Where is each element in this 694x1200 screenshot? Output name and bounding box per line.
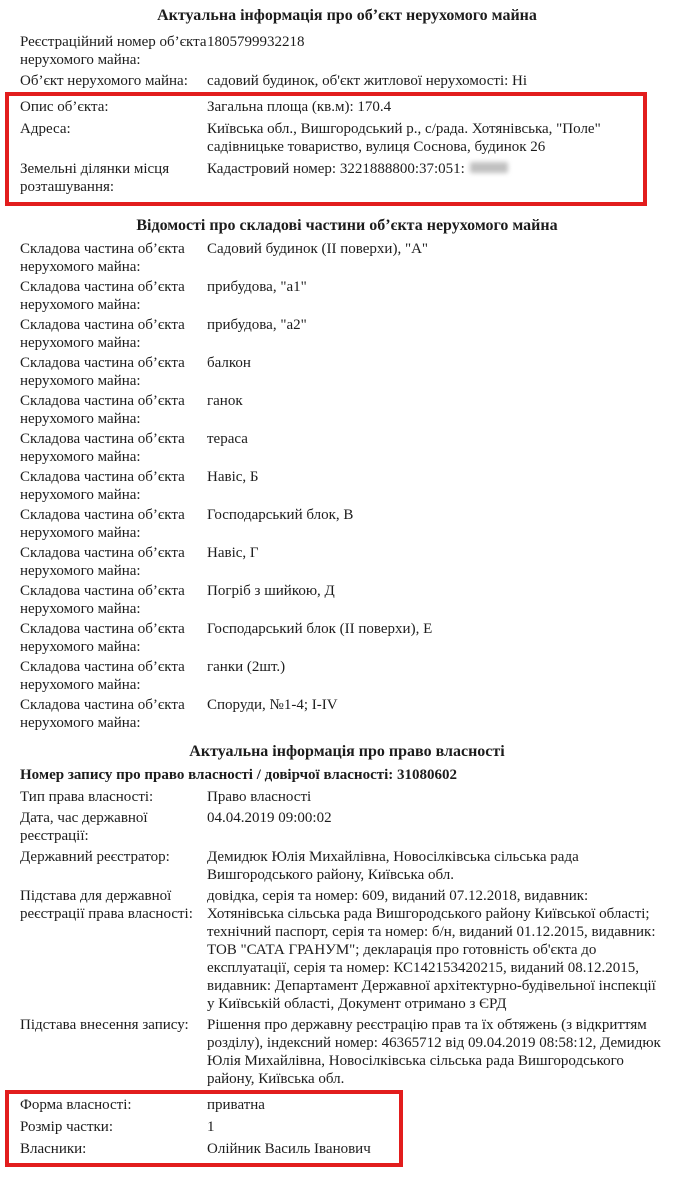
field-value: довідка, серія та номер: 609, виданий 07.12.2018, видавник: Хотянівська сільська рада Вишгородського району Київської області; технічний паспорт, серія та номер: б/н, виданий 01.12.2015, видавник: ТОВ "САТА ГРАНУМ"; декларація про готовність об'єкта до експлуатації, серія та номер: КС142153420215, виданий 08.12.2015, видавник: Департамент Державної архітектурно-будівельної інспекції у Київській області, Документ отримано з ЄРД [207,888,656,1012]
field-label: Тип права власності: [20,789,154,805]
field-value: 1 [207,1119,215,1135]
field-label: Реєстраційний номер об’єкта нерухомого майна: [20,34,207,68]
field-label: Розмір частки: [20,1119,113,1135]
component-row [0,278,694,314]
field-label: Опис об’єкта: [20,99,109,115]
field-label: Складова частина об’єкта нерухомого майна: [20,545,185,579]
record-number-heading: Номер запису про право власності / довірчої власності: 31080602 [20,767,458,783]
field-label: Форма власності: [20,1097,132,1113]
field-row [0,72,694,90]
component-row [0,620,694,656]
field-label: Складова частина об’єкта нерухомого майна: [20,279,185,313]
field-row [0,848,694,884]
field-label: Дата, час державної реєстрації: [20,810,148,844]
section-title-ownership: Актуальна інформація про право власності [189,743,505,760]
component-row [0,506,694,542]
component-row [0,354,694,390]
field-label: Складова частина об’єкта нерухомого майна: [20,393,185,427]
field-value: Демидюк Юлія Михайлівна, Новосілківська сільська рада Вишгородського району, Київська обл. [207,849,579,883]
component-row [0,468,694,504]
field-value: 04.04.2019 09:00:02 [207,810,332,826]
field-value: Господарський блок (II поверхи), Е [207,621,433,637]
field-value: Навіс, Г [207,545,259,561]
field-row [0,33,694,69]
field-value: тераса [207,431,248,447]
section-title-object: Актуальна інформація про об’єкт нерухомого майна [157,7,537,24]
field-row [9,1140,399,1158]
cadastral-number-text: Кадастровий номер: 3221888800:37:051: [207,161,465,177]
component-row [0,240,694,276]
field-label: Складова частина об’єкта нерухомого майна: [20,697,185,731]
field-value: Олійник Василь Іванович [207,1141,371,1157]
component-row [0,696,694,732]
field-label: Державний реєстратор: [20,849,170,865]
field-label: Складова частина об’єкта нерухомого майна: [20,659,185,693]
field-value: Київська обл., Вишгородський р., с/рада. Хотянівська, "Поле" садівницьке товариство, вулиця Соснова, будинок 26 [207,121,601,155]
field-label: Підстава внесення запису: [20,1017,189,1033]
highlight-box-object-details [5,92,647,206]
field-row [0,1016,694,1088]
field-value: Споруди, №1-4; I-IV [207,697,338,713]
field-label: Власники: [20,1141,87,1157]
field-label: Складова частина об’єкта нерухомого майна: [20,317,185,351]
field-value: ганки (2шт.) [207,659,286,675]
field-value: Право власності [207,789,312,805]
field-label: Складова частина об’єкта нерухомого майна: [20,355,185,389]
field-label: Складова частина об’єкта нерухомого майна: [20,507,185,541]
highlight-box-ownership [5,1090,403,1167]
field-row [0,809,694,845]
redacted-value-blur [470,162,508,173]
field-row [0,887,694,1013]
field-value: 1805799932218 [207,34,305,50]
field-label: Складова частина об’єкта нерухомого майна: [20,431,185,465]
field-label: Об’єкт нерухомого майна: [20,73,188,89]
field-row [9,120,643,156]
field-value: Садовий будинок (II поверхи), "А" [207,241,429,257]
field-label: Складова частина об’єкта нерухомого майна: [20,241,185,275]
field-value: Рішення про державну реєстрацію прав та їх обтяжень (з відкриттям розділу), індексний номер: 46365712 від 09.04.2019 08:58:12, Демидюк Юлія Михайлівна, Новосілківська сільська рада Вишгородського району, Київська обл. [207,1017,661,1087]
field-row [9,1096,399,1114]
field-label: Адреса: [20,121,71,137]
field-label: Підстава для державної реєстрації права власності: [20,888,193,922]
component-row [0,582,694,618]
component-row [0,544,694,580]
field-value [207,160,643,196]
field-row [0,788,694,806]
field-value: Господарський блок, В [207,507,354,523]
section-title-components: Відомості про складові частини об’єкта нерухомого майна [136,217,558,234]
field-value: балкон [207,355,251,371]
field-value: садовий будинок, об'єкт житлової нерухомості: Ні [207,73,528,89]
field-value: прибудова, "а2" [207,317,307,333]
field-label: Складова частина об’єкта нерухомого майна: [20,469,185,503]
field-value: Погріб з шийкою, Д [207,583,335,599]
component-row [0,430,694,466]
field-value: ганок [207,393,243,409]
field-row [9,160,643,196]
field-row [9,1118,399,1136]
field-value: Навіс, Б [207,469,259,485]
field-label: Земельні ділянки місця розташування: [20,161,170,195]
field-label: Складова частина об’єкта нерухомого майна: [20,583,185,617]
field-value: прибудова, "а1" [207,279,307,295]
field-label: Складова частина об’єкта нерухомого майна: [20,621,185,655]
component-row [0,316,694,352]
component-row [0,392,694,428]
component-row [0,658,694,694]
field-value: Загальна площа (кв.м): 170.4 [207,99,392,115]
field-value: приватна [207,1097,265,1113]
field-row [9,98,643,116]
